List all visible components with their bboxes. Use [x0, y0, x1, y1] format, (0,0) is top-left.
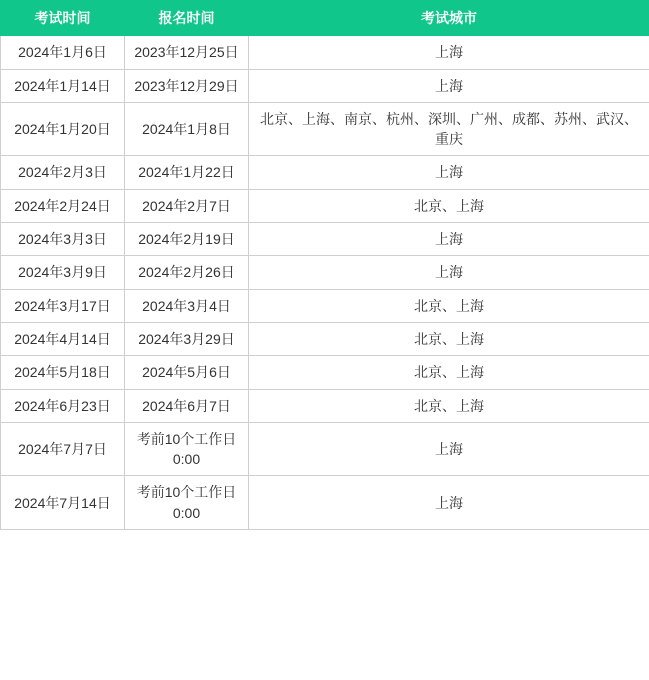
table-row	[1, 156, 649, 189]
cell-exam-city: 北京、上海	[249, 289, 649, 322]
table-row	[1, 476, 649, 530]
table-row	[1, 69, 649, 102]
column-header-exam-date: 考试时间	[1, 1, 125, 36]
cell-exam-city: 北京、上海、南京、杭州、深圳、广州、成都、苏州、武汉、重庆	[249, 102, 649, 156]
table-row	[1, 223, 649, 256]
cell-exam-date: 2024年5月18日	[1, 356, 125, 389]
table-body	[1, 36, 649, 530]
cell-signup-date: 2024年2月26日	[125, 256, 249, 289]
cell-exam-city: 上海	[249, 223, 649, 256]
cell-signup-date: 2024年5月6日	[125, 356, 249, 389]
cell-exam-date: 2024年1月14日	[1, 69, 125, 102]
cell-signup-date: 2024年3月4日	[125, 289, 249, 322]
table-row	[1, 289, 649, 322]
table-row	[1, 102, 649, 156]
cell-exam-date: 2024年7月7日	[1, 422, 125, 476]
cell-exam-date: 2024年3月9日	[1, 256, 125, 289]
column-header-exam-city: 考试城市	[249, 1, 649, 36]
table-row	[1, 356, 649, 389]
cell-signup-date: 2023年12月29日	[125, 69, 249, 102]
cell-exam-city: 上海	[249, 36, 649, 69]
cell-exam-city: 北京、上海	[249, 389, 649, 422]
table-row	[1, 422, 649, 476]
cell-exam-city: 北京、上海	[249, 322, 649, 355]
cell-exam-date: 2024年2月3日	[1, 156, 125, 189]
table-header	[1, 1, 649, 36]
cell-exam-date: 2024年6月23日	[1, 389, 125, 422]
cell-exam-date: 2024年1月6日	[1, 36, 125, 69]
cell-signup-date: 2024年3月29日	[125, 322, 249, 355]
cell-signup-date: 2024年2月7日	[125, 189, 249, 222]
cell-signup-date: 考前10个工作日0:00	[125, 476, 249, 530]
table-row	[1, 36, 649, 69]
cell-signup-date: 2024年1月22日	[125, 156, 249, 189]
cell-exam-date: 2024年2月24日	[1, 189, 125, 222]
cell-exam-date: 2024年3月3日	[1, 223, 125, 256]
cell-signup-date: 2024年1月8日	[125, 102, 249, 156]
table-row	[1, 189, 649, 222]
cell-signup-date: 2023年12月25日	[125, 36, 249, 69]
cell-exam-city: 北京、上海	[249, 356, 649, 389]
cell-exam-city: 上海	[249, 69, 649, 102]
cell-exam-date: 2024年4月14日	[1, 322, 125, 355]
column-header-signup-date: 报名时间	[125, 1, 249, 36]
cell-exam-city: 上海	[249, 156, 649, 189]
table-header-row	[1, 1, 649, 36]
cell-exam-date: 2024年1月20日	[1, 102, 125, 156]
cell-signup-date: 2024年2月19日	[125, 223, 249, 256]
table-row	[1, 322, 649, 355]
cell-signup-date: 考前10个工作日0:00	[125, 422, 249, 476]
cell-signup-date: 2024年6月7日	[125, 389, 249, 422]
table-row	[1, 389, 649, 422]
table-row	[1, 256, 649, 289]
cell-exam-city: 北京、上海	[249, 189, 649, 222]
cell-exam-date: 2024年3月17日	[1, 289, 125, 322]
cell-exam-city: 上海	[249, 476, 649, 530]
cell-exam-city: 上海	[249, 256, 649, 289]
cell-exam-city: 上海	[249, 422, 649, 476]
cell-exam-date: 2024年7月14日	[1, 476, 125, 530]
